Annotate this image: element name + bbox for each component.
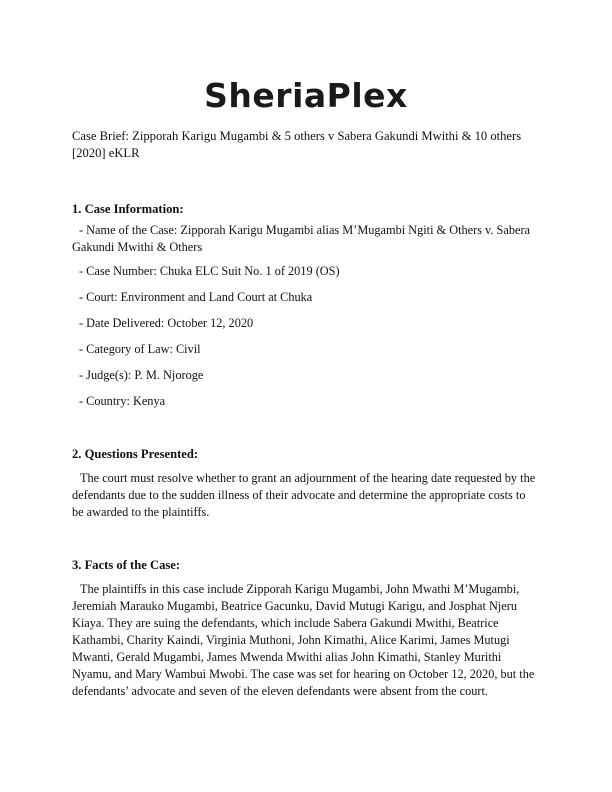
category-item: - Category of Law: Civil <box>79 342 201 356</box>
country-item: - Country: Kenya <box>79 394 166 408</box>
facts-text: The plaintiffs in this case include Zipporah Karigu Mugambi, John Mwathi M’Mugambi, Jeremiah Marauko Mugambi, Beatrice Gacunku, David Mutugi Karigu, and Josphat Njeru Kiaya. They are suing the defendants, which include Sabera Gakundi Mwithi, Beatrice Kathambi, Charity Kaindi, Virginia Muthoni, John Kimathi, Alice Karimi, James Mutugi Mwanti, Gerald Mugambi, James Mwenda Mwithi alias John Kimathi, Stanley Murithi Nyamu, and Mary Wambui Mwobi. The case was set for hearing on October 12, 2020, but the defendants’ advocate and seven of the eleven defendants were absent from the court. <box>72 582 535 698</box>
brief-title: Case Brief: Zipporah Karigu Mugambi & 5 others v Sabera Gakundi Mwithi & 10 others [2020] eKLR <box>72 129 522 160</box>
case-name-item: - Name of the Case: Zipporah Karigu Mugambi alias M’Mugambi Ngiti & Others v. Sabera Gakundi Mwithi & Others <box>72 223 531 254</box>
court-item: - Court: Environment and Land Court at Chuka <box>79 290 313 304</box>
logo-wordmark: SheriaPlex <box>204 76 408 115</box>
date-delivered-item: - Date Delivered: October 12, 2020 <box>79 316 254 330</box>
facts-heading: 3. Facts of the Case: <box>72 558 181 572</box>
case-number-item: - Case Number: Chuka ELC Suit No. 1 of 2019 (OS) <box>79 264 340 278</box>
questions-presented-text: The court must resolve whether to grant an adjournment of the hearing date requested by the defendants due to the sudden illness of their advocate and determine the appropriate costs to be awarded to the plaintiffs. <box>72 471 536 519</box>
sheriaplex-logo <box>0 76 612 126</box>
case-information-heading: 1. Case Information: <box>72 202 184 216</box>
judges-item: - Judge(s): P. M. Njoroge <box>79 368 204 382</box>
questions-presented-heading: 2. Questions Presented: <box>72 447 199 461</box>
